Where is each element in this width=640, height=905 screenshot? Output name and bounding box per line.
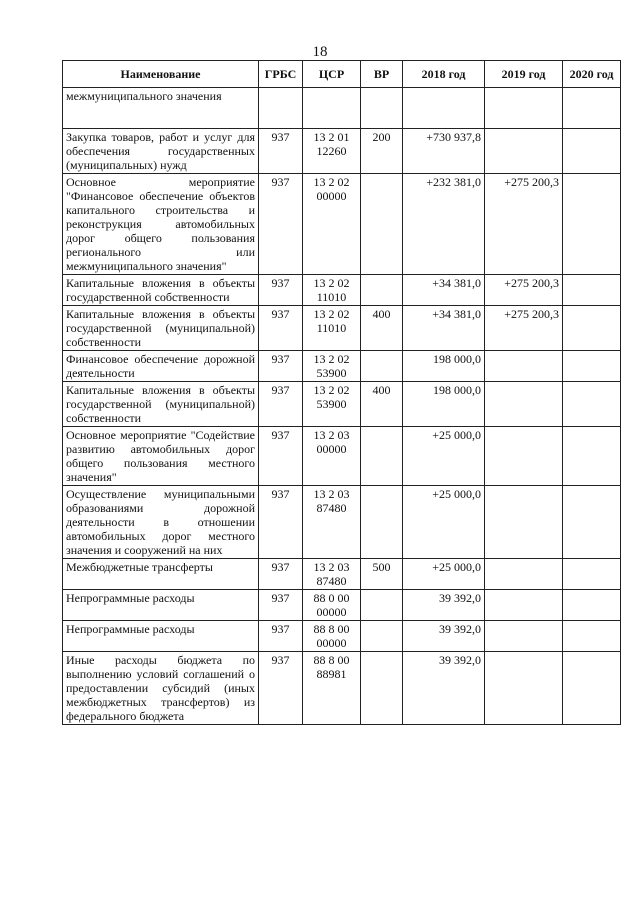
header-2020: 2020 год	[563, 61, 621, 88]
table-row	[63, 486, 621, 559]
row-vr	[361, 652, 403, 725]
header-2018: 2018 год	[403, 61, 485, 88]
header-vr: ВР	[361, 61, 403, 88]
row-vr	[361, 351, 403, 382]
row-csr: 88 8 00 88981	[303, 652, 361, 725]
row-csr: 13 2 03 00000	[303, 427, 361, 486]
row-2019: +275 200,3	[485, 275, 563, 306]
row-2018: +730 937,8	[403, 129, 485, 174]
row-2019	[485, 652, 563, 725]
row-vr	[361, 174, 403, 275]
row-grbs: 937	[259, 351, 303, 382]
table-row	[63, 275, 621, 306]
row-csr: 88 8 00 00000	[303, 621, 361, 652]
row-vr	[361, 590, 403, 621]
row-2018: +34 381,0	[403, 275, 485, 306]
table-body	[63, 88, 621, 725]
row-csr: 13 2 02 53900	[303, 351, 361, 382]
row-name: Закупка товаров, работ и услуг для обеспечения государственных (муниципальных) нужд	[63, 129, 259, 174]
row-2019	[485, 382, 563, 427]
row-2018	[403, 88, 485, 129]
row-grbs: 937	[259, 427, 303, 486]
row-2019	[485, 88, 563, 129]
header-csr: ЦСР	[303, 61, 361, 88]
header-name: Наименование	[63, 61, 259, 88]
table-row	[63, 88, 621, 129]
row-vr: 400	[361, 382, 403, 427]
row-grbs: 937	[259, 590, 303, 621]
header-grbs: ГРБС	[259, 61, 303, 88]
row-2020	[563, 590, 621, 621]
header-row	[63, 61, 621, 88]
row-2020	[563, 559, 621, 590]
table-row	[63, 590, 621, 621]
row-grbs: 937	[259, 275, 303, 306]
row-vr	[361, 88, 403, 129]
row-csr: 13 2 03 87480	[303, 486, 361, 559]
table-row	[63, 306, 621, 351]
row-name: Иные расходы бюджета по выполнению условий соглашений о предоставлении субсидий (иных межбюджетных трансфертов) из федерального бюджета	[63, 652, 259, 725]
table-row	[63, 129, 621, 174]
row-grbs: 937	[259, 559, 303, 590]
budget-table	[62, 60, 621, 725]
row-grbs: 937	[259, 129, 303, 174]
row-2018: 198 000,0	[403, 382, 485, 427]
row-2018: 198 000,0	[403, 351, 485, 382]
row-2020	[563, 306, 621, 351]
row-csr	[303, 88, 361, 129]
row-name: Капитальные вложения в объекты государственной (муниципальной) собственности	[63, 382, 259, 427]
row-2019: +275 200,3	[485, 306, 563, 351]
row-2018: 39 392,0	[403, 621, 485, 652]
row-name: межмуниципального значения	[63, 88, 259, 129]
row-2018: 39 392,0	[403, 652, 485, 725]
row-2018: +25 000,0	[403, 486, 485, 559]
row-csr: 88 0 00 00000	[303, 590, 361, 621]
row-2020	[563, 351, 621, 382]
row-2018: 39 392,0	[403, 590, 485, 621]
row-name: Капитальные вложения в объекты государственной собственности	[63, 275, 259, 306]
table-row	[63, 652, 621, 725]
row-2019	[485, 559, 563, 590]
header-2019: 2019 год	[485, 61, 563, 88]
table-row	[63, 382, 621, 427]
row-grbs: 937	[259, 174, 303, 275]
row-grbs: 937	[259, 306, 303, 351]
row-grbs: 937	[259, 621, 303, 652]
row-vr: 500	[361, 559, 403, 590]
row-name: Межбюджетные трансферты	[63, 559, 259, 590]
row-csr: 13 2 01 12260	[303, 129, 361, 174]
row-2018: +25 000,0	[403, 559, 485, 590]
row-2020	[563, 129, 621, 174]
row-2020	[563, 275, 621, 306]
row-2020	[563, 88, 621, 129]
row-name: Финансовое обеспечение дорожной деятельности	[63, 351, 259, 382]
row-csr: 13 2 02 53900	[303, 382, 361, 427]
row-2020	[563, 652, 621, 725]
table-row	[63, 559, 621, 590]
row-2020	[563, 621, 621, 652]
row-2019	[485, 427, 563, 486]
row-name: Непрограммные расходы	[63, 590, 259, 621]
row-name: Основное мероприятие "Финансовое обеспечение объектов капитального строительства и реконструкция автомобильных дорог общего пользования регионального или межмуниципального значения"	[63, 174, 259, 275]
row-2018: +34 381,0	[403, 306, 485, 351]
row-vr	[361, 427, 403, 486]
row-csr: 13 2 02 00000	[303, 174, 361, 275]
table-row	[63, 174, 621, 275]
table-row	[63, 621, 621, 652]
row-vr	[361, 275, 403, 306]
row-2019	[485, 486, 563, 559]
row-2019	[485, 621, 563, 652]
row-2020	[563, 174, 621, 275]
row-2019	[485, 590, 563, 621]
row-2020	[563, 486, 621, 559]
row-2018: +25 000,0	[403, 427, 485, 486]
row-name: Непрограммные расходы	[63, 621, 259, 652]
row-vr: 200	[361, 129, 403, 174]
row-csr: 13 2 02 11010	[303, 306, 361, 351]
page-number: 18	[312, 44, 328, 60]
row-vr: 400	[361, 306, 403, 351]
row-csr: 13 2 02 11010	[303, 275, 361, 306]
row-grbs	[259, 88, 303, 129]
table-row	[63, 351, 621, 382]
row-2018: +232 381,0	[403, 174, 485, 275]
row-2019: +275 200,3	[485, 174, 563, 275]
row-2019	[485, 129, 563, 174]
table-row	[63, 427, 621, 486]
row-name: Капитальные вложения в объекты государственной (муниципальной) собственности	[63, 306, 259, 351]
row-vr	[361, 621, 403, 652]
row-name: Основное мероприятие "Содействие развитию автомобильных дорог общего пользования местного значения"	[63, 427, 259, 486]
row-grbs: 937	[259, 652, 303, 725]
row-grbs: 937	[259, 382, 303, 427]
row-name: Осуществление муниципальными образованиями дорожной деятельности в отношении автомобильных дорог местного значения и сооружений на них	[63, 486, 259, 559]
row-vr	[361, 486, 403, 559]
row-grbs: 937	[259, 486, 303, 559]
row-2020	[563, 382, 621, 427]
row-csr: 13 2 03 87480	[303, 559, 361, 590]
row-2020	[563, 427, 621, 486]
row-2019	[485, 351, 563, 382]
